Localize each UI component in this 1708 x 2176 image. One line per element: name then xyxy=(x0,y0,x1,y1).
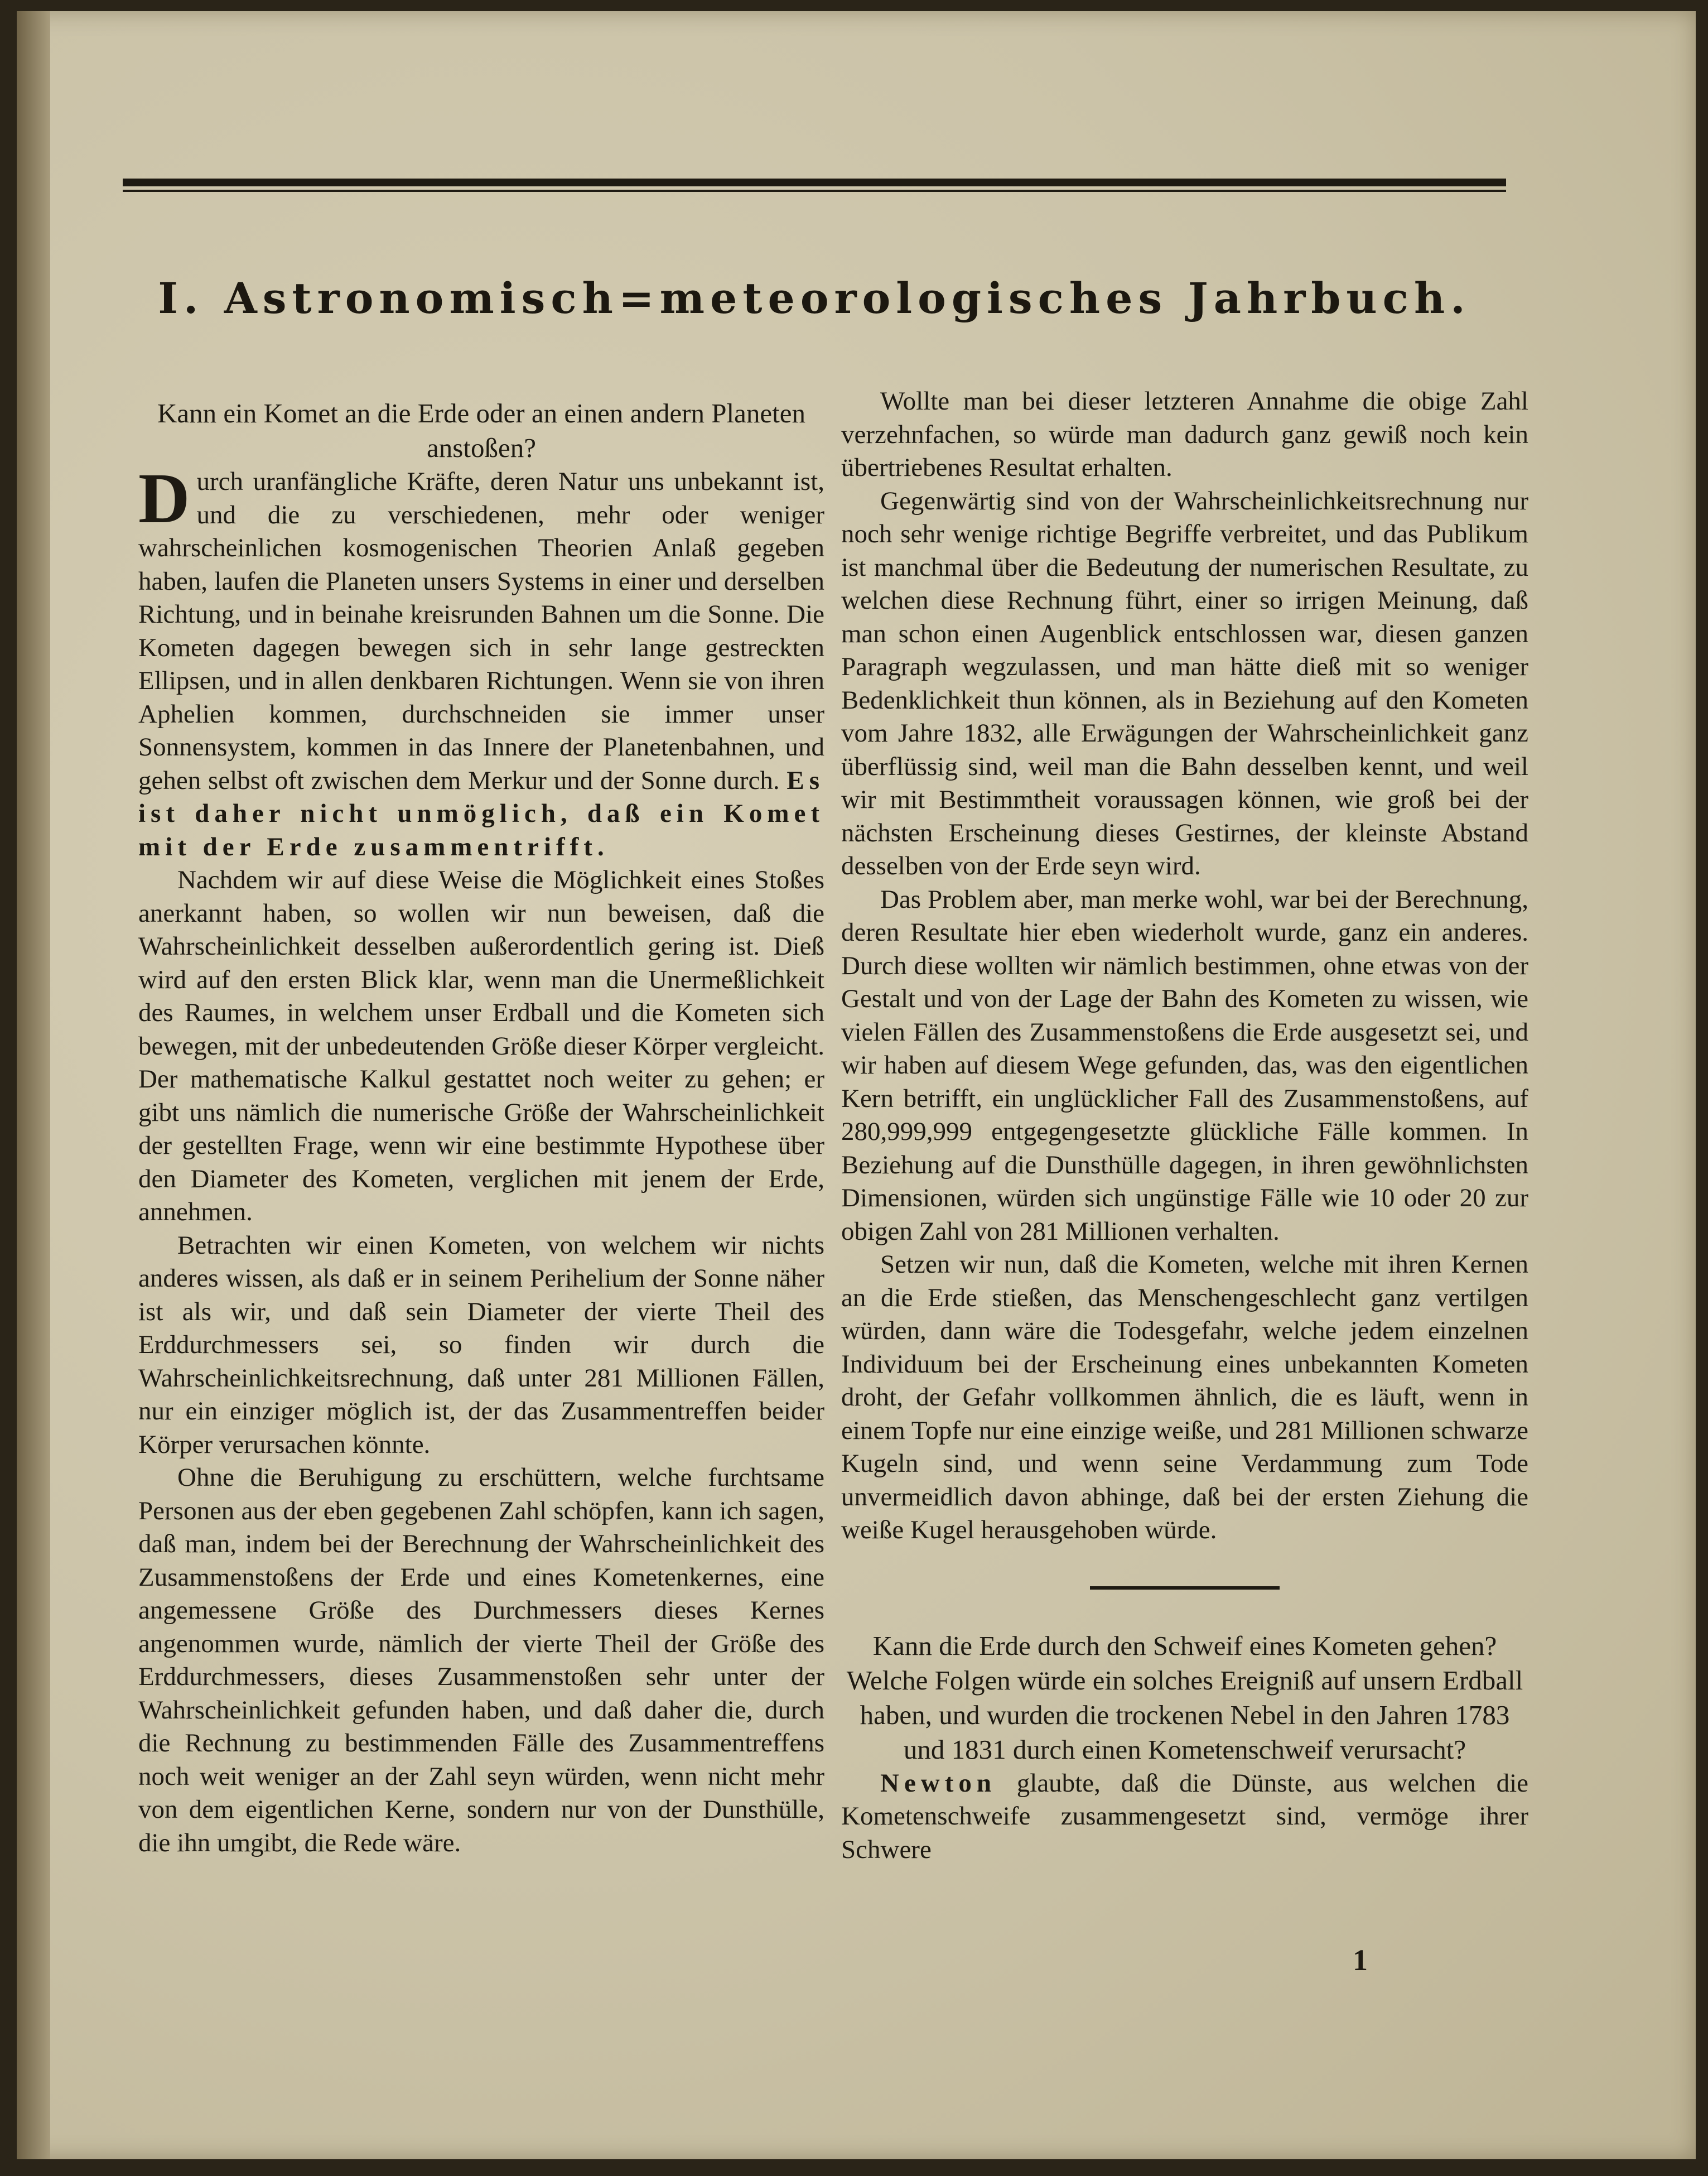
section-heading-comet-tail: Kann die Erde durch den Schweif eines Kometen gehen? Welche Folgen würde ein solches Ereigniß auf unsern Erdball haben, und wurden die trockenen Nebel in den Jahren 1783 und 1831 durch einen Kometenschweif verursacht? xyxy=(846,1630,1523,1765)
page-number: 1 xyxy=(1353,1943,1368,1977)
paragraph-text: urch uranfängliche Kräfte, deren Natur uns unbekannt ist, und die zu verschiedenen, mehr oder weniger wahrscheinlichen kosmogenischen Theorien Anlaß gegeben haben, laufen die Planeten unsers Systems in einer und derselben Richtung, und in beinahe kreisrunden Bahnen um die Sonne. Die Kometen dagegen bewegen sich in sehr lange gestreckten Ellipsen, und in allen denkbaren Richtungen. Wenn sie von ihren Aphelien kommen, durchschneiden sie immer unser Sonnensystem, kommen in das Innere der Planetenbahnen, und gehen selbst oft zwischen dem Merkur und der Sonne durch. xyxy=(138,467,824,795)
drop-cap: D xyxy=(138,459,190,538)
paragraph: Betrachten wir einen Kometen, von welchem wir nichts anderes wissen, als daß er in seinem Perihelium der Sonne näher ist als wir, und daß sein Diameter der vierte Theil des Erddurchmessers sei, so finden wir durch die Wahrscheinlichkeitsrechnung, daß unter 281 Millionen Fällen, nur ein einziger möglich ist, der das Zusammentreffen beider Körper verursachen könnte. xyxy=(138,1230,824,1459)
emphasized-name: Newton xyxy=(880,1768,997,1798)
page-binding-edge xyxy=(17,11,50,2159)
page-title: I. Astronomisch=meteorologisches Jahrbuch. xyxy=(158,273,1471,323)
book-page xyxy=(17,11,1696,2159)
paragraph xyxy=(138,459,824,864)
section-separator-rule xyxy=(1090,1586,1280,1590)
section-heading-comet-impact: Kann ein Komet an die Erde oder an einen andern Planeten anstoßen? xyxy=(157,398,805,463)
paragraph: Das Problem aber, man merke wohl, war bei der Berechnung, deren Resultate hier eben wiederholt wurde, ganz ein anderes. Durch diese wollten wir nämlich bestimmen, ohne etwas von der Gestalt und von der Lage der Bahn des Kometen zu wissen, wie vielen Fällen des Zusammenstoßens die Erde ausgesetzt sei, und wir haben auf diesem Wege gefunden, das, was den eigentlichen Kern betrifft, ein unglücklicher Fall des Zusammenstoßens, auf 280,999,999 entgegengesetzte glückliche Fälle kommen. In Beziehung auf die Dunsthülle dagegen, in ihren gewöhnlichsten Dimensionen, würden sich ungünstige Fälle wie 10 oder 20 zur obigen Zahl von 281 Millionen verhalten. xyxy=(841,884,1528,1246)
paragraph: Gegenwärtig sind von der Wahrscheinlichkeitsrechnung nur noch sehr wenige richtige Begriffe verbreitet, und das Publikum ist manchmal über die Bedeutung der numerischen Resultate, zu welchen diese Rechnung führt, einer so irrigen Meinung, daß man schon einen Augenblick entschlossen war, diesen ganzen Paragraph wegzulassen, und man hätte dieß mit so weniger Bedenklichkeit thun können, als in Beziehung auf den Kometen vom Jahre 1832, alle Erwägungen der Wahrscheinlichkeit ganz überflüssig sind, weil man die Bahn desselben kennt, und weil wir mit Bestimmtheit voraussagen können, wie groß bei der nächsten Erscheinung dieses Gestirnes, der kleinste Abstand desselben von der Erde seyn wird. xyxy=(841,486,1528,880)
paragraph: Ohne die Beruhigung zu erschüttern, welche furchtsame Personen aus der eben gegebenen Zahl schöpfen, kann ich sagen, daß man, indem bei der Berechnung der Wahrscheinlichkeit des Zusammenstoßens der Erde und eines Kometenkernes, eine angemessene Größe des Durchmessers dieses Kernes angenommen wurde, nämlich der vierte Theil der Größe des Erddurchmessers, dieses Zusammenstoßen sehr unter der Wahrscheinlichkeit gefunden haben, und daß daher die, durch die Rechnung zu bestimmenden Fälle des Zusammentreffens noch weit weniger an der Zahl seyn würden, wenn nicht mehr von dem eigentlichen Kerne, sondern nur von der Dunsthülle, die ihn umgibt, die Rede wäre. xyxy=(138,1463,824,1857)
emphasized-text: Es ist daher nicht unmöglich, daß ein Komet mit der Erde zusammentrifft. xyxy=(138,766,824,861)
paragraph-text: glaubte, daß die Dünste, aus welchen die Kometenschweife zusammengesetzt sind, vermöge ihrer Schwere xyxy=(841,1768,1528,1864)
paragraph: Nachdem wir auf diese Weise die Möglichkeit eines Stoßes anerkannt haben, so wollen wir nun beweisen, daß die Wahrscheinlichkeit desselben außerordentlich gering ist. Dieß wird auf den ersten Blick klar, wenn man die Unermeßlichkeit des Raumes, in welchem unser Erdball und die Kometen sich bewegen, mit der unbedeutenden Größe dieser Körper vergleicht. Der mathematische Kalkul gestattet noch weiter zu gehen; er gibt uns nämlich die numerische Größe der Wahrscheinlichkeit der gestellten Frage, wenn wir eine bestimmte Hypothese über den Diameter des Kometen, verglichen mit jenem der Erde, annehmen. xyxy=(138,865,824,1226)
paragraph: Setzen wir nun, daß die Kometen, welche mit ihren Kernen an die Erde stießen, das Menschengeschlecht ganz vertilgen würden, dann wäre die Todesgefahr, welche jedem einzelnen Individuum bei der Erscheinung eines unbekannten Kometen droht, der Gefahr vollkommen ähnlich, die es läuft, wenn in einem Topfe nur eine einzige weiße, und 281 Millionen schwarze Kugeln sind, und wenn seine Verdammung zum Tode unvermeidlich davon abhinge, daß bei der ersten Ziehung die weiße Kugel herausgehoben würde. xyxy=(841,1250,1528,1544)
left-column xyxy=(138,396,824,1860)
paragraph: Wollte man bei dieser letzteren Annahme die obige Zahl verzehnfachen, so würde man dadurch ganz gewiß noch kein übertriebenes Resultat erhalten. xyxy=(841,387,1528,482)
right-column xyxy=(841,385,1528,1866)
header-double-rule xyxy=(123,179,1506,186)
paragraph xyxy=(841,1767,1528,1867)
